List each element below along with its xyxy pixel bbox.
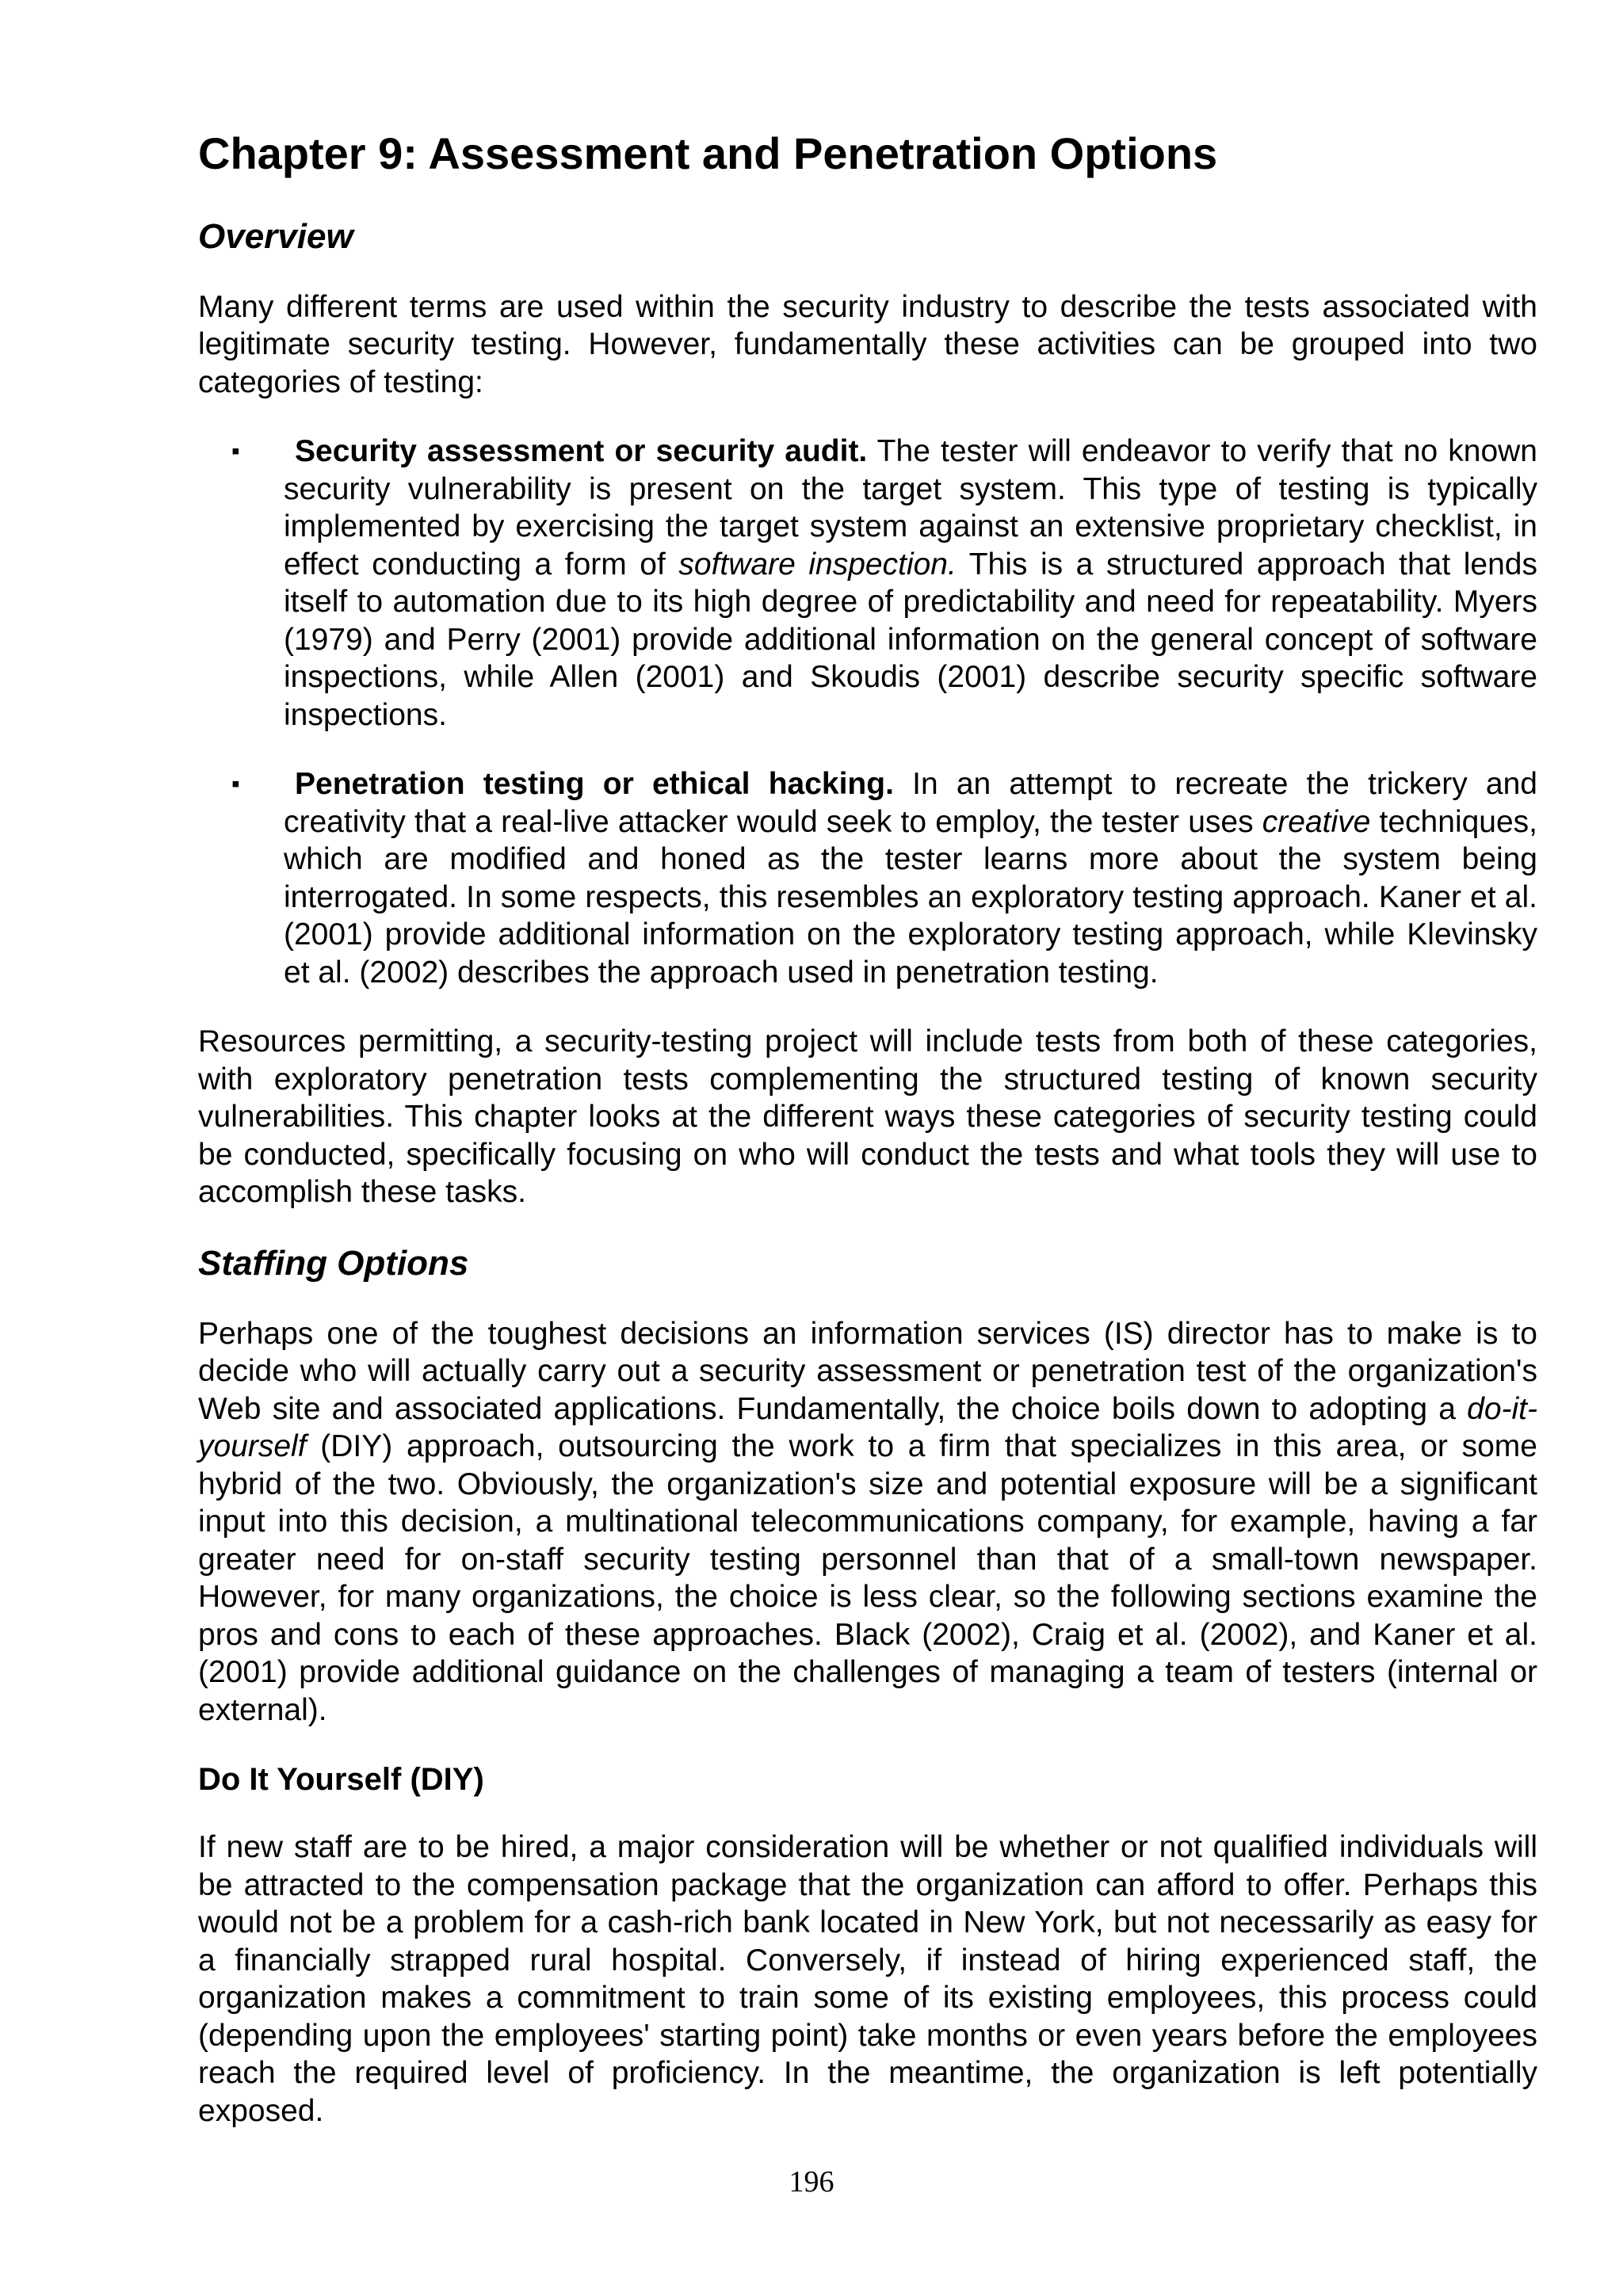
list-item-penetration-testing: [198, 765, 1537, 991]
diy-heading: Do It Yourself (DIY): [198, 1762, 484, 1798]
staffing-text: Perhaps one of the toughest decisions an information services (IS) director has to make is to decide who will actually carry out a security assessment or penetration test of the organization's Web site and associated applications. Fundamentally, the choice boils down to adopting a: [198, 1316, 1537, 1426]
bullet-emphasis-text: software inspection.: [678, 547, 957, 582]
page-number: 196: [789, 2165, 834, 2199]
bullet-emphasis-text: creative: [1262, 804, 1371, 839]
chapter-title: Chapter 9: Assessment and Penetration Options: [198, 128, 1218, 178]
bullet-body-text: This is a structured approach that lends itself to automation due to its high degree of predictability and need for repeatability. Myers (1979) and Perry (2001) provide additional information on the general concept of software inspections, while Allen (2001) and Skoudis (2001) describe security specific software inspections.: [284, 547, 1537, 732]
square-bullet-icon: ▪: [231, 771, 240, 798]
bullet-lead-text: Penetration testing or ethical hacking.: [295, 767, 894, 802]
diy-paragraph: If new staff are to be hired, a major consideration will be whether or not qualified individuals will be attracted to the compensation package that the organization can afford to offer. Perhaps this would not be a problem for a cash-rich bank located in New York, but not necessarily as easy for a financially strapped rural hospital. Conversely, if instead of hiring experienced staff, the organization makes a commitment to train some of its existing employees, this process could (depending upon the employees' starting point) take months or even years before the employees reach the required level of proficiency. In the meantime, the organization is left potentially exposed.: [198, 1830, 1537, 2128]
page-body: [198, 127, 1537, 2161]
staffing-emphasis-text: do-it-yourself: [198, 1391, 1537, 1464]
list-item-security-assessment: [198, 433, 1537, 734]
staffing-text: (DIY) approach, outsourcing the work to a firm that specializes in this area, or some hybrid of the two. Obviously, the organization's size and potential exposure will be a significant input into this decision, a multinational telecommunications company, for example, having a far greater need for on-staff security testing personnel than that of a small-town newspaper. However, for many organizations, the choice is less clear, so the following sections examine the pros and cons to each of these approaches. Black (2002), Craig et al. (2002), and Kaner et al. (2001) provide additional guidance on the challenges of managing a team of testers (internal or external).: [198, 1429, 1537, 1727]
overview-heading: Overview: [198, 217, 353, 257]
bullet-body-text: techniques, which are modified and honed as the tester learns more about the system being interrogated. In some respects, this resembles an exploratory testing approach. Kaner et al. (2001) provide additional information on the exploratory testing approach, while Klevinsky et al. (2002) describes the approach used in penetration testing.: [284, 804, 1538, 990]
staffing-options-heading: Staffing Options: [198, 1243, 469, 1283]
square-bullet-icon: ▪: [231, 438, 240, 465]
testing-categories-list: [198, 433, 1537, 991]
staffing-paragraph: [198, 1315, 1537, 1730]
bullet-body-text: The tester will endeavor to verify that no known security vulnerability is present on the target system. This type of testing is typically implemented by exercising the target system against an extensive proprietary checklist, in effect conducting a form of: [284, 434, 1537, 582]
overview-intro-paragraph: Many different terms are used within the security industry to describe the tests associated with legitimate security testing. However, fundamentally these activities can be grouped into two categories of testing:: [198, 289, 1537, 399]
overview-closing-paragraph: Resources permitting, a security-testing project will include tests from both of these categories, with exploratory penetration tests complementing the structured testing of known security vulnerabilities. This chapter looks at the different ways these categories of security testing could be conducted, specifically focusing on who will conduct the tests and what tools they will use to accomplish these tasks.: [198, 1024, 1537, 1210]
bullet-lead-text: Security assessment or security audit.: [295, 434, 868, 469]
bullet-body-text: In an attempt to recreate the trickery and creativity that a real-live attacker would seek to employ, the tester uses: [284, 767, 1537, 839]
